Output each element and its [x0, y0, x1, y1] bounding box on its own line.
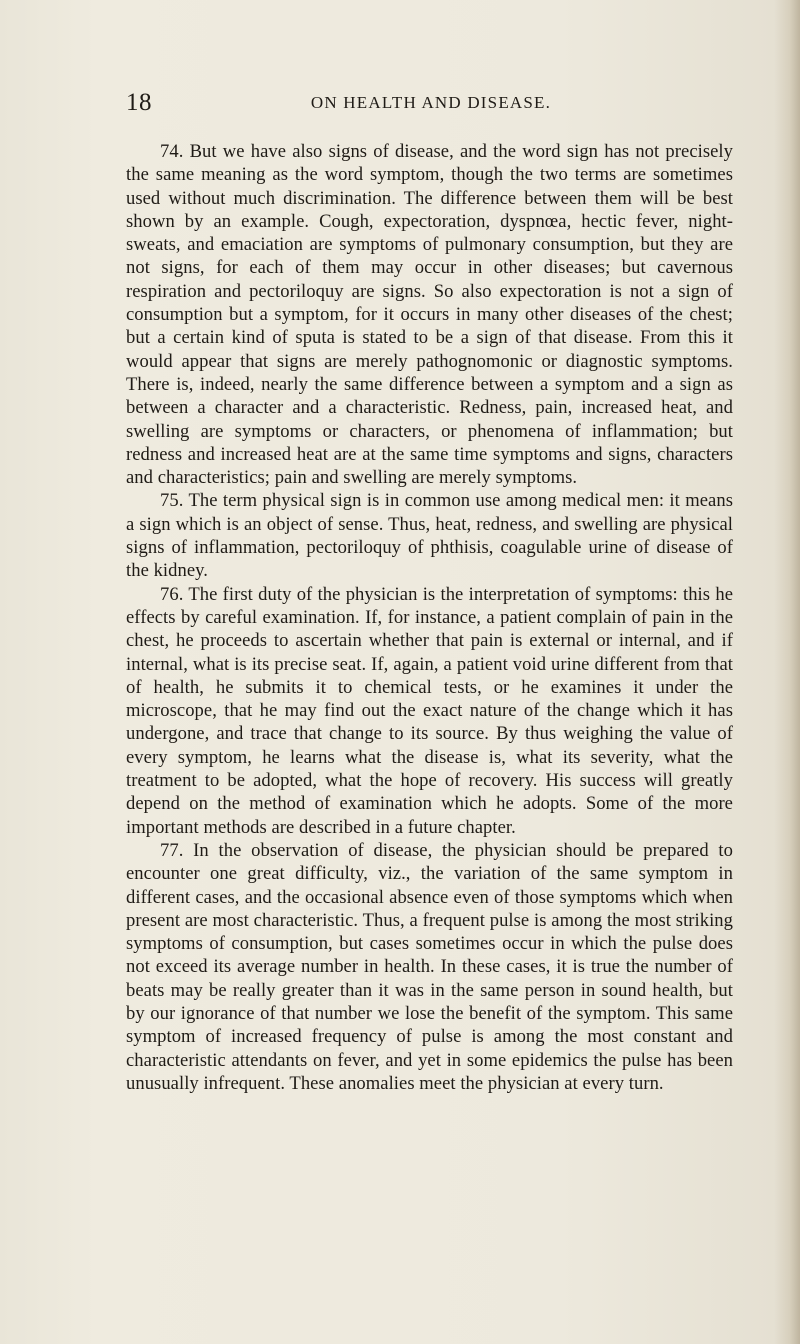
page-number: 18 [126, 89, 152, 116]
page-edge [774, 0, 800, 1344]
body-text [126, 140, 733, 1095]
page-header [126, 88, 736, 118]
paragraph-75: 75. The term physical sign is in common use among medical men: it means a sign which is an object of sense. Thus, heat, redness, and swelling are physical signs of inflammation, pectoriloquy of phthisis, coagulable urine of disease of the kidney. [126, 490, 733, 582]
paragraph-74: 74. But we have also signs of disease, and the word sign has not precisely the same meaning as the word symptom, though the two terms are sometimes used without much discrimination. The difference between them will be best shown by an example. Cough, expectoration, dyspnœa, hectic fever, night-sweats, and emaciation are symptoms of pulmonary consumption, but they are not signs, for each of them may occur in other diseases; but cavernous respiration and pectoriloquy are signs. So also expectoration is not a sign of consumption but a symptom, for it occurs in many other diseases of the chest; but a certain kind of sputa is stated to be a sign of that disease. From this it would appear that signs are merely pathognomonic or diagnostic symptoms. There is, indeed, nearly the same difference between a symptom and a sign as between a character and a characteristic. Redness, pain, increased heat, and swelling are symptoms or characters, or phenomena of inflammation; but redness and increased heat are at the same time symptoms and signs, characters and characteristics; pain and swelling are merely symptoms. [126, 141, 733, 489]
running-title: ON HEALTH AND DISEASE. [310, 93, 552, 112]
paragraph-77: 77. In the observation of disease, the physician should be prepared to encounter one great difficulty, viz., the variation of the same symptom in different cases, and the occasional absence even of those symptoms which when present are most characteristic. Thus, a frequent pulse is among the most striking symptoms of consumption, but cases sometimes occur in which the pulse does not exceed its average number in health. In these cases, it is true the number of beats may be really greater than it was in the same person in sound health, but by our ignorance of that number we lose the benefit of the symptom. This same symptom of increased frequency of pulse is among the most constant and characteristic attendants on fever, and yet in some epidemics the pulse has been unusually infrequent. These anomalies meet the physician at every turn. [126, 839, 733, 1094]
paragraph-76: 76. The first duty of the physician is the interpretation of symptoms: this he effects by careful examination. If, for instance, a patient complain of pain in the chest, he proceeds to ascertain whether that pain is external or internal, and if internal, what is its precise seat. If, again, a patient void urine different from that of health, he submits it to chemical tests, or he examines it under the microscope, that he may find out the exact nature of the change which it has undergone, and trace that change to its source. By thus weighing the value of every symptom, he learns what the disease is, what its severity, what the treatment to be adopted, what the hope of recovery. His success will greatly depend on the method of examination which he adopts. Some of the more important methods are described in a future chapter. [126, 583, 733, 838]
